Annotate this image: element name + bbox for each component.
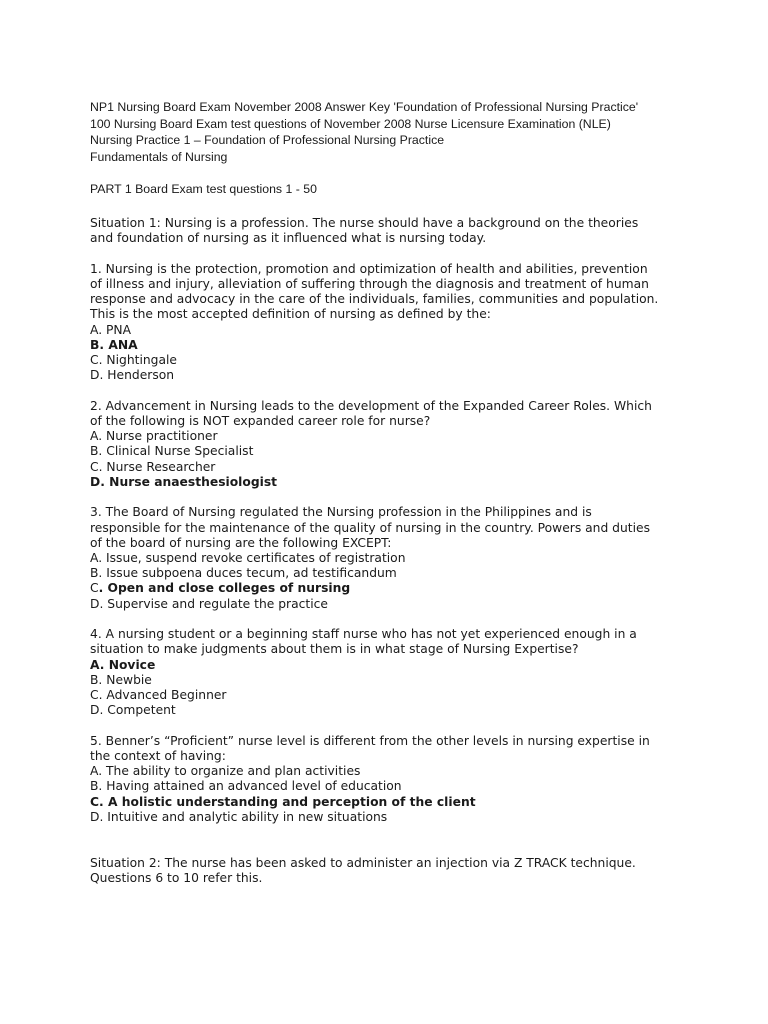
question-stem: 3. The Board of Nursing regulated the Nursing profession in the Philippines and is [90,505,592,520]
question-stem: 2. Advancement in Nursing leads to the development of the Expanded Career Roles. Which [90,398,652,413]
option-letter: C [90,581,99,596]
option-text: . Open and close colleges of nursing [98,581,351,596]
option: D. Intuitive and analytic ability in new situations [90,809,388,824]
header-subtitle: 100 Nursing Board Exam test questions of November 2008 Nurse Licensure Examination (NLE) [90,116,611,131]
question-2 [90,399,730,490]
option: B. Issue subpoena duces tecum, ad testificandum [90,566,397,581]
option: D. Competent [90,703,176,718]
option: C. Advanced Beginner [90,688,227,703]
situation-text: Situation 1: Nursing is a profession. The nurse should have a background on the theories [90,216,639,230]
question-stem: responsible for the maintenance of the quality of nursing in the country. Powers and duties [90,520,650,535]
question-stem: the context of having: [90,749,226,764]
document-body [90,216,730,886]
header-subject: Fundamentals of Nursing [90,149,228,164]
option: C. Nightingale [90,353,177,368]
question-stem: of the following is NOT expanded career role for nurse? [90,414,431,429]
question-4 [90,627,730,718]
option: B. Having attained an advanced level of education [90,779,402,794]
option: A. The ability to organize and plan activities [90,764,361,779]
situation-text: Questions 6 to 10 refer this. [90,871,263,886]
question-stem: 4. A nursing student or a beginning staff nurse who has not yet experienced enough in a [90,627,637,642]
option: D. Henderson [90,368,175,383]
question-stem: 5. Benner’s “Proficient” nurse level is different from the other levels in nursing expertise in [90,733,650,748]
option: B. Clinical Nurse Specialist [90,444,254,459]
question-stem: 1. Nursing is the protection, promotion and optimization of health and abilities, prevention [90,261,648,276]
situation-text: Situation 2: The nurse has been asked to administer an injection via Z TRACK technique. [90,856,636,871]
option: A. Nurse practitioner [90,429,218,444]
question-stem: response and advocacy in the care of the individuals, families, communities and population. [90,292,659,307]
header-title: NP1 Nursing Board Exam November 2008 Answer Key 'Foundation of Professional Nursing Practice' [90,100,639,114]
question-5 [90,734,730,825]
situation-2 [90,856,730,886]
answer-option: C. A holistic understanding and perception of the client [90,794,476,809]
option: B. Newbie [90,672,152,687]
question-stem: This is the most accepted definition of nursing as defined by the: [90,307,491,322]
situation-1 [90,216,730,246]
option: C. Nurse Researcher [90,459,216,474]
document-header [90,99,730,198]
question-stem: situation to make judgments about them is in what stage of Nursing Expertise? [90,642,579,657]
option: A. PNA [90,322,132,337]
question-3 [90,505,730,611]
part-heading: PART 1 Board Exam test questions 1 - 50 [90,182,317,196]
question-1 [90,262,730,384]
question-stem: of the board of nursing are the following EXCEPT: [90,535,392,550]
answer-option: D. Nurse anaesthesiologist [90,474,278,489]
answer-option [90,581,730,596]
option: A. Issue, suspend revoke certificates of registration [90,551,406,566]
option: D. Supervise and regulate the practice [90,596,328,611]
situation-text: and foundation of nursing as it influenced what is nursing today. [90,231,487,246]
answer-option: A. Novice [90,657,156,672]
header-practice: Nursing Practice 1 – Foundation of Professional Nursing Practice [90,133,445,147]
answer-option: B. ANA [90,337,138,352]
question-stem: of illness and injury, alleviation of suffering through the diagnosis and treatment of human [90,277,649,291]
